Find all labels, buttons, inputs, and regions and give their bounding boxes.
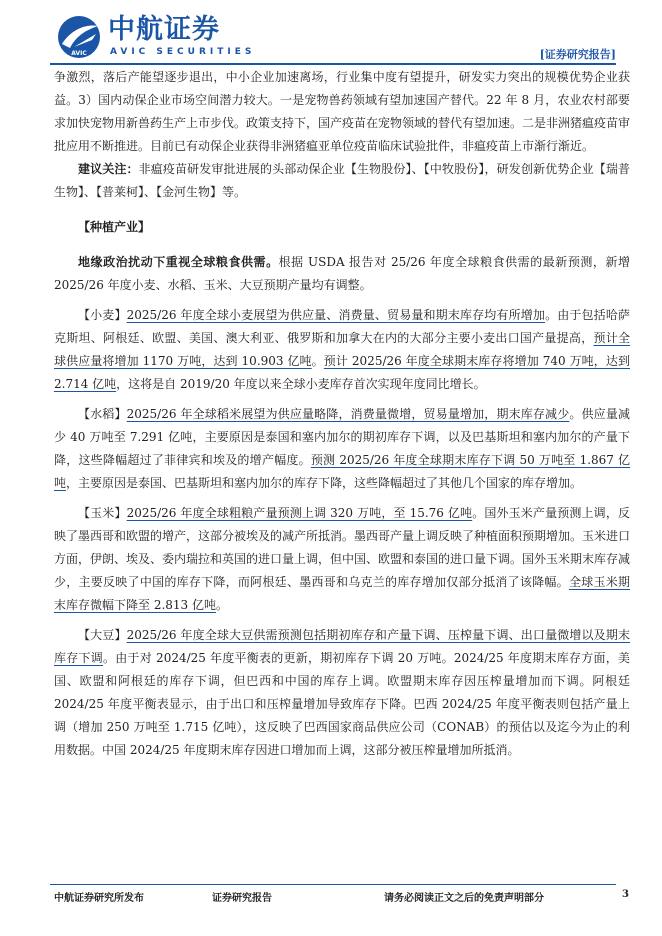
footer-divider <box>50 884 616 885</box>
brand-name-en: AVIC SECURITIES <box>110 47 256 57</box>
grain-overview-lead: 地缘政治扰动下重视全球粮食供需。 <box>78 255 279 269</box>
paragraph-recommendation: 建议关注：非瘟疫苗研发审批进展的头部动保企业【生物股份】、【中牧股份】，研发创新优势企业【瑞普生物】、【普莱柯】、【金河生物】等。 <box>54 162 630 199</box>
paragraph-rice: 【水稻】2025/26 年全球稻米展望为供应量略降，消费量微增，贸易量增加，期末库存减少。供应量减少 40 万吨至 7.291 亿吨，主要原因是泰国和塞内加尔的期初库存下调，以及巴基斯坦和塞内加尔的产量下降，这些降幅超过了菲律宾和埃及的增产幅度。预测 2025/26 年度全球期末库存下调 50 万吨至 1.867 亿吨，主要原因是泰国、巴基斯坦和塞内加尔的库存下降，这些降幅超过了其他几个国家的库存增加。 <box>54 407 630 490</box>
svg-text:AVIC: AVIC <box>71 50 87 57</box>
brand-name-cn: 中航证券 <box>108 14 220 45</box>
recommendation-lead: 建议关注： <box>78 162 139 176</box>
avic-logo-icon <box>56 14 102 60</box>
paragraph-soybean: 【大豆】2025/26 年度全球大豆供需预测包括期初库存和产量下调、压榨量下调、出口量微增以及期末库存下调。由于对 2024/25 年度平衡表的更新，期初库存下调 20 万吨。2024/25 年度期末库存方面，美国、欧盟和阿根廷的库存下调，但巴西和中国的库存上调。欧盟期末库存因压榨量增加而下调。阿根廷 2024/25 年度平衡表显示，由于出口和压榨量增加导致库存下降。巴西 2024/25 年度平衡表则包括产量上调（增加 250 万吨至 1.715 亿吨），这反映了巴西国家商品供应公司（CONAB）的预估以及迄今为止的利用数据。中国 2024/25 年度期末库存因进口增加而上调，这部分被压榨量增加所抵消。 <box>54 628 630 757</box>
page-header <box>0 0 662 70</box>
footer-disclaimer: 请务必阅读正文之后的免责声明部分 <box>384 893 544 904</box>
paragraph-grain-overview: 地缘政治扰动下重视全球粮食供需。根据 USDA 报告对 25/26 年度全球粮食供需的最新预测，新增 2025/26 年度小麦、水稻、玉米、大豆预期产量均有调整。 <box>54 255 630 292</box>
paragraph-corn: 【玉米】2025/26 年度全球粗粮产量预测上调 320 万吨，至 15.76 亿吨。国外玉米产量预测上调，反映了墨西哥和欧盟的增产，这部分被埃及的减产所抵消。墨西哥产量上调反映了种植面积预期增加。玉米进口方面，伊朗、埃及、委内瑞拉和英国的进口量上调，但中国、欧盟和泰国的进口量下调。国外玉米期末库存减少，主要反映了中国的库存下降，而阿根廷、墨西哥和乌克兰的库存增加仅部分抵消了该降幅。全球玉米期末库存微幅下降至 2.813 亿吨。 <box>54 506 631 612</box>
header-divider <box>50 63 616 65</box>
paragraph-wheat: 【小麦】2025/26 年度全球小麦展望为供应量、消费量、贸易量和期末库存均有所增加。由于包括哈萨克斯坦、阿根廷、欧盟、美国、澳大利亚、俄罗斯和加拿大在内的大部分主要小麦出口国产量提高，预计全球供应量将增加 1170 万吨，达到 10.903 亿吨。预计 2025/26 年度全球期末库存将增加 740 万吨，达到 2.714 亿吨，这将是自 2019/20 年度以来全球小麦库存首次实现年度同比增长。 <box>54 308 630 391</box>
section-title: 【种植产业】 <box>78 220 151 234</box>
paragraph-animal-health: 争激烈，落后产能望逐步退出，中小企业加速离场，行业集中度有望提升，研发实力突出的规模优势企业获益。3）国内动保企业市场空间潜力较大。一是宠物兽药领域有望加速国产替代。22 年 8 月，农业农村部要求加快宠物用新兽药生产上市步伐。政策支持下，国产疫苗在宠物领域的替代有望加速。二是非洲猪瘟疫苗审批应用不断推进。目前已有动保企业获得非洲猪瘟亚单位疫苗临床试验批件，非瘟疫苗上市渐行渐近。 <box>54 70 631 153</box>
page-number: 3 <box>622 889 629 900</box>
report-type-tag: [证券研究报告] <box>539 48 616 61</box>
report-body <box>54 66 630 762</box>
footer-publisher: 中航证券研究所发布 <box>54 893 144 904</box>
footer-report-type: 证券研究报告 <box>212 893 272 904</box>
